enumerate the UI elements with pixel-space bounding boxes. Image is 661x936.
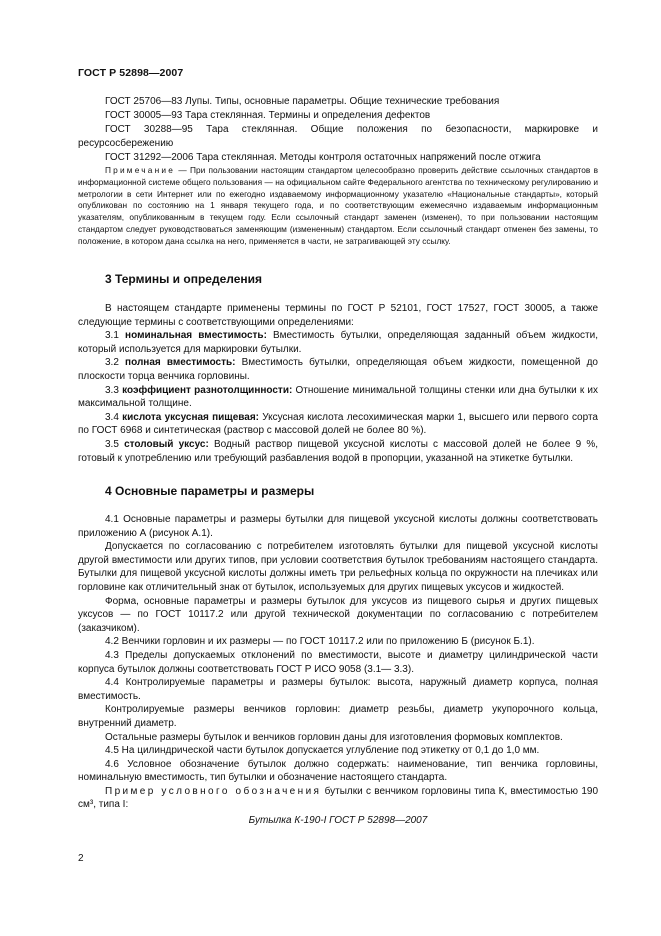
paragraph: 4.1 Основные параметры и размеры бутылки для пищевой уксусной кислоты должны соответствовать приложению А (рисунок А.1). [78, 514, 598, 539]
term-text: Отношение минимальной толщины стенки или дна бутылки к их максимальной толщине. [78, 384, 599, 410]
term-name: коэффициент разнотолщинности: [122, 384, 293, 396]
section-3-title: 3 Термины и определения [105, 272, 263, 286]
example-paragraph [78, 785, 598, 812]
term-number: 3.2 [105, 357, 126, 369]
normative-references-list [78, 95, 598, 165]
paragraph: Контролируемые размеры венчиков горловин: диаметр резьбы, диаметр укупорочного кольца, внутренний диаметр. [78, 704, 598, 729]
paragraph: Остальные размеры бутылок и венчиков горловин даны для изготовления формовых комплектов. [105, 731, 563, 743]
term-name: столовый уксус: [124, 438, 209, 450]
paragraph: 4.6 Условное обозначение бутылок должно содержать: наименование, тип венчика горловины, номинальную вместимость, тип бутылки и обозначение настоящего стандарта. [78, 758, 598, 784]
example-label: Пример условного обозначения [105, 785, 322, 797]
term-name: полная вместимость: [125, 357, 236, 369]
term-definition [78, 384, 598, 411]
references-note [78, 165, 598, 248]
term-text: Уксусная кислота лесохимическая марки 1, высшего или первого сорта по ГОСТ 6968 и синтетическая (раствор с массовой долей не более 80 %). [78, 411, 598, 437]
section-3-intro: В настоящем стандарте применены термины по ГОСТ Р 52101, ГОСТ 17527, ГОСТ 30005, а также следующие термины с соответствующими определениями: [78, 303, 598, 328]
paragraph: Допускается по согласованию с потребителем изготовлять бутылки для пищевой уксусной кислоты другой вместимости или других типов, при условии соответствия бутылок требованиям настоящего стандарта. Бутылки для пищевой уксусной кислоты должны иметь три рельефных кольца по окружности на плечиках или горловине как отличительный знак от бутылок, используемых для других пищевых уксусов и жидкостей. [78, 541, 598, 593]
term-definition [78, 438, 598, 465]
paragraph: 4.2 Венчики горловин и их размеры — по ГОСТ 10117.2 или по приложению Б (рисунок Б.1). [105, 636, 535, 648]
section-3-body [78, 302, 598, 465]
section-4-title: 4 Основные параметры и размеры [105, 484, 315, 498]
reference-item: ГОСТ 30288—95 Тара стеклянная. Общие положения по безопасности, маркировке и ресурсосбережению [78, 124, 598, 149]
reference-item: ГОСТ 30005—93 Тара стеклянная. Термины и определения дефектов [105, 110, 431, 121]
example-designation: Бутылка К-190-I ГОСТ Р 52898—2007 [248, 815, 428, 826]
section-4-body [78, 513, 598, 812]
note-label: Примечание [105, 165, 176, 175]
term-name: номинальная вместимость: [125, 330, 267, 342]
paragraph: 4.3 Пределы допускаемых отклонений по вместимости, высоте и диаметру цилиндрической части корпуса бутылок должны соответствовать ГОСТ Р ИСО 9058 (3.1— 3.3). [78, 649, 598, 675]
page-header-title: ГОСТ Р 52898—2007 [78, 67, 184, 79]
term-name: кислота уксусная пищевая: [122, 411, 260, 423]
term-text: Вместимость бутылки, определяющая объем жидкости, помещенной до плоскости торца венчика горловины. [78, 357, 598, 382]
term-number: 3.1 [105, 330, 126, 342]
term-number: 3.3 [105, 384, 123, 396]
paragraph: Форма, основные параметры и размеры бутылок для уксусов из пищевого сырья и других пищевых уксусов — по ГОСТ 10117.2 или другой технической документации по согласованию с потребителем (заказчиком). [78, 595, 598, 634]
term-text: Вместимость бутылки, определяющая заданный объем жидкости, который используется для маркировки бутылки. [78, 330, 598, 355]
term-text: Водный раствор пищевой уксусной кислоты с массовой долей не более 9 %, готовый к употреблению или требующий разбавления водой в пропорции, указанной на этикетке бутылки. [78, 438, 598, 464]
paragraph: 4.4 Контролируемые параметры и размеры бутылок: высота, наружный диаметр корпуса, полная вместимость. [78, 677, 598, 702]
reference-item: ГОСТ 25706—83 Лупы. Типы, основные параметры. Общие технические требования [105, 96, 500, 107]
paragraph: 4.5 На цилиндрической части бутылок допускается углубление под этикетку от 0,1 до 1,0 мм. [105, 745, 540, 757]
note-text: — При пользовании настоящим стандартом целесообразно проверить действие ссылочных стандартов в информационной системе общего пользования — на официальном сайте Федерального агентства по техническому регулированию и метрологии в сети Интернет или по ежегодно издаваемому информационному указателю «Национальные стандарты», который опубликован по состоянию на 1 января текущего года, и по соответствующим ежемесячно издаваемым информационным указателям, опубликованным в текущем году. Если ссылочный стандарт заменен (изменен), то при пользовании настоящим стандартом следует руководствоваться заменяющим (измененным) стандартом. Если ссылочный стандарт отменен без замены, то положение, в котором дана ссылка на него, применяется в части, не затрагивающей эту ссылку. [78, 165, 598, 246]
term-number: 3.4 [105, 411, 123, 423]
example-text: бутылки с венчиком горловины типа К, вместимостью 190 см³, типа I: [78, 785, 599, 811]
reference-item: ГОСТ 31292—2006 Тара стеклянная. Методы контроля остаточных напряжений после отжига [105, 152, 541, 163]
page-number: 2 [78, 853, 84, 864]
term-definition [78, 329, 598, 356]
term-number: 3.5 [105, 438, 125, 450]
term-definition [78, 411, 598, 438]
term-definition [78, 356, 598, 383]
